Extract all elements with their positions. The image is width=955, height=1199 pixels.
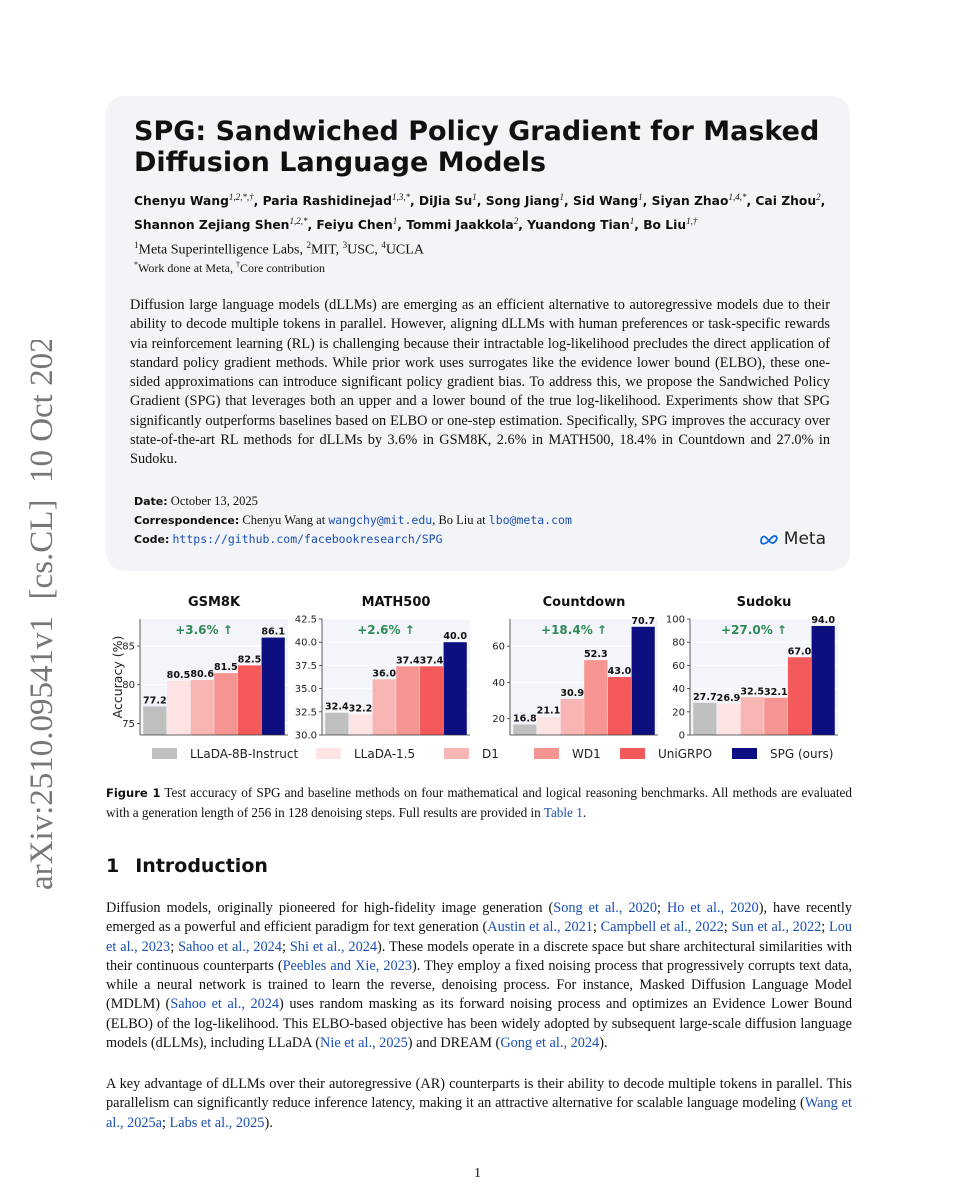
citation-link[interactable]: Song et al., 2020 bbox=[553, 900, 657, 916]
citation-link[interactable]: Austin et al., 2021 bbox=[487, 919, 593, 936]
author-affiliation-mark: 1,2,* bbox=[289, 216, 308, 227]
bar bbox=[632, 627, 655, 735]
abstract: Diffusion large language models (dLLMs) are emerging as an efficient alternative to autoregressive models due to their ability to decode multiple tokens in parallel. However, aligning dLLMs with human preferences or task-specific rewards via reinforcement learning (RL) is challenging because their intractable log-likelihood precludes the direct application of standard policy gradient methods. While prior work uses surrogates like the evidence lower bound (ELBO), these one-sided approximations can introduce significant policy gradient bias. To address this, we propose the Sandwiched Policy Gradient (SPG) that leverages both an upper and a lower bound of the true log-likelihood. Experiments show that SPG significantly outperforms baselines based on ELBO or one-step estimation. Specifically, SPG improves the accuracy over state-of-the-art RL methods for dLLMs by 3.6% in GSM8K, 2.6% in MATH500, 18.4% in Countdown and 27.0% in Sudoku. bbox=[130, 297, 830, 468]
meta-logo-text: Meta bbox=[783, 529, 826, 549]
legend-entry: UniGRPO bbox=[658, 747, 713, 761]
code-link[interactable]: https://github.com/facebookresearch/SPG bbox=[172, 532, 443, 546]
panel-title: GSM8K bbox=[187, 595, 241, 610]
y-tick-label: 20 bbox=[492, 714, 505, 726]
affiliations: $^1$Meta Superintelligence Labs, $^2$MIT, $^3$USC, $^4$UCLA bbox=[134, 240, 424, 258]
legend-entry: LLaDA-8B-Instruct bbox=[190, 747, 299, 761]
date-line bbox=[134, 492, 824, 511]
paragraph-text: ; bbox=[161, 1114, 170, 1131]
arxiv-stamp bbox=[8, 340, 70, 900]
citation-link[interactable]: Lou et al., 2023 bbox=[106, 919, 853, 955]
author-affiliation-mark: 1 bbox=[472, 192, 477, 202]
bar-value-label: 86.1 bbox=[261, 626, 286, 638]
bar-value-label: 21.1 bbox=[536, 705, 561, 717]
y-tick-label: 20 bbox=[672, 707, 685, 719]
author-affiliation-mark: 1,3,* bbox=[391, 192, 410, 202]
bar-value-label: 37.4 bbox=[395, 655, 420, 667]
improvement-annotation: +27.0% ↑ bbox=[721, 623, 787, 637]
citation-link[interactable]: Gong et al., 2024 bbox=[500, 1035, 600, 1052]
affiliation-mark: 4 bbox=[381, 240, 386, 250]
bar-value-label: 82.5 bbox=[237, 654, 262, 666]
header-box bbox=[106, 96, 850, 571]
legend-swatch bbox=[316, 748, 341, 759]
paragraph-text: Diffusion models, originally pioneered for high-fidelity image generation ( bbox=[106, 900, 554, 916]
bar bbox=[214, 673, 237, 735]
code-line bbox=[134, 530, 824, 549]
y-tick-label: 40 bbox=[672, 684, 685, 696]
bar-value-label: 80.6 bbox=[190, 669, 215, 681]
bar-value-label: 36.0 bbox=[372, 668, 397, 680]
paragraph-text: ) uses random masking as its forward noising process and optimizes an Evidence Lower Bound (ELBO) of the log-likelihood. This ELBO-based objective has been widely adopted by subsequent large-scale diffusion language models (dLLMs), including LLaDA ( bbox=[106, 996, 853, 1052]
bar bbox=[741, 697, 764, 735]
author-name: Siyan Zhao$^{1,4,*}$ bbox=[651, 192, 747, 209]
bar bbox=[143, 706, 166, 735]
legend-swatch bbox=[444, 748, 469, 759]
paragraph-text: ; bbox=[170, 938, 179, 955]
caption-end: . bbox=[582, 805, 587, 820]
affiliation-mark: 2 bbox=[306, 240, 311, 250]
legend-swatch bbox=[534, 748, 559, 759]
benchmark-chart bbox=[100, 588, 860, 768]
paragraph-text: ; bbox=[723, 919, 732, 936]
table-1-link[interactable]: Table 1 bbox=[543, 805, 583, 820]
y-tick-label: 35.0 bbox=[294, 684, 317, 696]
section-number: 1 bbox=[106, 855, 120, 877]
citation-link[interactable]: Sahoo et al., 2024 bbox=[178, 938, 282, 955]
meta-infinity-icon bbox=[759, 533, 781, 546]
author-affiliation-mark: 1 bbox=[559, 192, 565, 202]
correspondence-line bbox=[134, 511, 824, 530]
bar bbox=[812, 626, 835, 735]
caption-text: Test accuracy of SPG and baseline methods on four mathematical and logical reasoning benchmarks. All methods are evaluated with a generation length of 256 in 128 denoising steps. Full results are provided in bbox=[106, 785, 852, 820]
title-line-2: Diffusion Language Models bbox=[134, 147, 547, 178]
bar bbox=[238, 665, 261, 735]
y-tick-label: 60 bbox=[492, 641, 505, 653]
work-note: Work done at Meta bbox=[138, 261, 231, 275]
citation-link[interactable]: Ho et al., 2020 bbox=[666, 900, 759, 916]
author-notes: *Work done at Meta, †Core contribution bbox=[134, 260, 325, 275]
y-tick-label: 85 bbox=[122, 641, 135, 653]
bar-value-label: 32.5 bbox=[740, 686, 765, 698]
bar-value-label: 32.2 bbox=[348, 703, 373, 715]
author-name: Chenyu Wang$^{1,2,*,\dagger}$ bbox=[134, 192, 254, 209]
paper-title bbox=[134, 116, 834, 178]
author-affiliation-mark: 1 bbox=[392, 216, 398, 227]
section-title: Introduction bbox=[135, 855, 268, 877]
intro-paragraph-1 bbox=[106, 899, 852, 1053]
author-affiliation-mark: 1 bbox=[638, 192, 643, 202]
author-affiliation-mark: 2 bbox=[513, 216, 519, 227]
legend-swatch bbox=[620, 748, 645, 759]
author-name: Cai Zhou$^2$ bbox=[755, 192, 821, 209]
bar-value-label: 27.7 bbox=[692, 691, 717, 703]
bar-value-label: 26.9 bbox=[716, 692, 741, 704]
bar-value-label: 70.7 bbox=[631, 615, 656, 627]
bar-value-label: 32.4 bbox=[324, 701, 349, 713]
correspondence-name-2: , Bo Liu at bbox=[432, 513, 486, 527]
affiliation-name: Meta Superintelligence Labs bbox=[138, 242, 300, 258]
legend-entry: LLaDA-1.5 bbox=[354, 747, 416, 761]
author-name: Sid Wang$^1$ bbox=[573, 192, 643, 209]
legend-swatch bbox=[152, 748, 177, 759]
bar-value-label: 37.4 bbox=[419, 655, 444, 667]
date-label: Date: bbox=[134, 495, 168, 508]
correspondence-label: Correspondence: bbox=[134, 514, 240, 527]
author-name: Song Jiang$^1$ bbox=[485, 192, 565, 209]
author-list: Chenyu Wang$^{1,2,*,\dagger}$, Paria Rashidinejad$^{1,3,*}$, DiJia Su$^1$, Song Jiang$^1$, Sid Wang$^1$, Siyan Zhao$^{1,4,*}$, Cai Zhou$^2$, Shannon Zejiang Shen$^{1,2,*}$, Feiyu Chen$^1$, Tommi Jaakkola$^2$, Yuandong Tian$^1$, Bo Liu$^{1,\dagger}$ bbox=[134, 192, 826, 233]
bar-value-label: 43.0 bbox=[607, 666, 632, 677]
affiliation-mark: 3 bbox=[342, 240, 348, 250]
bar bbox=[191, 680, 214, 735]
arxiv-stamp-svg bbox=[8, 340, 70, 900]
panel-title: Sudoku bbox=[736, 595, 792, 610]
figure-label: Figure 1 bbox=[106, 786, 161, 800]
bar-value-label: 40.0 bbox=[443, 631, 468, 643]
bar-value-label: 30.9 bbox=[560, 687, 585, 699]
bar bbox=[764, 698, 787, 735]
affiliation-mark: 1 bbox=[134, 240, 139, 250]
author-name: Feiyu Chen$^1$ bbox=[316, 216, 398, 233]
y-tick-label: 60 bbox=[672, 660, 685, 672]
y-tick-label: 0 bbox=[678, 730, 685, 742]
citation-link[interactable]: Labs et al., 2025 bbox=[169, 1114, 265, 1131]
author-name: Tommi Jaakkola$^2$ bbox=[406, 216, 519, 233]
improvement-annotation: +2.6% ↑ bbox=[357, 623, 415, 637]
paragraph-text: A key advantage of dLLMs over their autoregressive (AR) counterparts is their ability to decode multiple tokens in parallel. This parallelism can significantly reduce inference latency, making it an attractive alternative for scalable language modeling ( bbox=[106, 1076, 852, 1112]
figure-caption bbox=[106, 783, 852, 822]
affiliation-name: USC bbox=[347, 242, 375, 258]
bar-value-label: 80.5 bbox=[166, 669, 191, 681]
y-tick-label: 37.5 bbox=[294, 660, 317, 672]
paragraph-text: ). bbox=[264, 1114, 273, 1131]
bar bbox=[262, 638, 285, 735]
author-name: Yuandong Tian$^1$ bbox=[527, 216, 635, 233]
author-affiliation-mark: 2 bbox=[816, 192, 821, 202]
panel-title: MATH500 bbox=[361, 595, 431, 610]
y-tick-label: 80 bbox=[672, 637, 685, 649]
panel-title: Countdown bbox=[542, 595, 626, 610]
bar bbox=[373, 679, 396, 735]
affiliation-name: UCLA bbox=[385, 242, 424, 258]
core-note: Core contribution bbox=[240, 261, 325, 275]
improvement-annotation: +18.4% ↑ bbox=[541, 623, 607, 637]
author-affiliation-mark: 1,4,* bbox=[728, 192, 747, 202]
bar-value-label: 81.5 bbox=[213, 662, 238, 674]
y-tick-label: 100 bbox=[665, 614, 685, 626]
correspondence-name-1: Chenyu Wang at bbox=[242, 513, 326, 527]
section-heading-introduction bbox=[106, 855, 268, 877]
bar bbox=[693, 703, 716, 735]
paragraph-text: ; bbox=[592, 919, 601, 936]
bar bbox=[325, 713, 348, 735]
bar bbox=[608, 677, 631, 735]
author-name: Bo Liu$^{1,\dagger}$ bbox=[643, 216, 698, 233]
y-tick-label: 40.0 bbox=[294, 637, 317, 649]
date-value: October 13, 2025 bbox=[170, 494, 258, 508]
figure-1 bbox=[100, 588, 860, 768]
citation-link[interactable]: Sun et al., 2022 bbox=[731, 919, 822, 936]
code-label: Code: bbox=[134, 533, 170, 546]
paragraph-text: ; bbox=[656, 900, 667, 916]
improvement-annotation: +3.6% ↑ bbox=[175, 623, 233, 637]
title-line-1: SPG: Sandwiched Policy Gradient for Masked bbox=[134, 116, 820, 147]
citation-link[interactable]: Peebles and Xie, 2023 bbox=[282, 957, 412, 974]
citation-link[interactable]: Nie et al., 2025 bbox=[320, 1035, 408, 1052]
bar bbox=[167, 681, 190, 735]
bar bbox=[513, 724, 536, 735]
email-link-2[interactable]: lbo@meta.com bbox=[488, 513, 572, 527]
bar bbox=[396, 666, 419, 735]
y-tick-label: 80 bbox=[122, 680, 135, 692]
bar-value-label: 94.0 bbox=[811, 614, 836, 626]
citation-link[interactable]: Sahoo et al., 2024 bbox=[170, 996, 280, 1013]
email-link-1[interactable]: wangchy@mit.edu bbox=[328, 513, 433, 527]
core-note-mark: † bbox=[236, 260, 241, 269]
bar bbox=[349, 715, 372, 735]
bar bbox=[584, 660, 607, 735]
author-affiliation-mark: 1,2,*,† bbox=[228, 192, 254, 202]
paragraph-text: ). bbox=[599, 1035, 608, 1052]
paragraph-text: ; bbox=[281, 938, 290, 955]
bar bbox=[537, 717, 560, 735]
citation-link[interactable]: Shi et al., 2024 bbox=[289, 938, 378, 955]
bar-value-label: 16.8 bbox=[512, 713, 537, 725]
paragraph-text: ), have recently emerged as a powerful and efficient paradigm for text generation ( bbox=[106, 900, 853, 936]
legend-swatch bbox=[732, 748, 757, 759]
y-tick-label: 42.5 bbox=[294, 614, 317, 626]
author-affiliation-mark: 1 bbox=[629, 216, 635, 227]
bar-value-label: 77.2 bbox=[142, 695, 167, 707]
paragraph-text: ) and DREAM ( bbox=[407, 1035, 501, 1052]
paper-meta bbox=[134, 492, 824, 549]
paragraph-text: ). They employ a fixed noising process that progressively corrupts text data, while a neural network is trained to learn the reverse, denoising process. For instance, Masked Diffusion Language Model (MDLM) ( bbox=[106, 957, 852, 1013]
bar-value-label: 67.0 bbox=[787, 646, 812, 658]
bar bbox=[420, 666, 443, 735]
bar bbox=[444, 642, 467, 735]
author-name: DiJia Su$^1$ bbox=[418, 192, 477, 209]
intro-paragraph-2 bbox=[106, 1075, 852, 1133]
legend-entry: SPG (ours) bbox=[770, 747, 834, 761]
author-name: Paria Rashidinejad$^{1,3,*}$ bbox=[262, 192, 410, 209]
page-number: 1 bbox=[474, 1166, 481, 1181]
arxiv-stamp-text: arXiv:2510.09541v1 [cs.CL] 10 Oct 2025 bbox=[24, 340, 60, 890]
paragraph-text: ; bbox=[821, 919, 829, 936]
legend-entry: WD1 bbox=[572, 747, 601, 761]
paragraph-text: ). These models operate in a discrete space but share architectural similarities with their continuous counterparts ( bbox=[106, 938, 853, 974]
affiliation-name: MIT bbox=[310, 242, 336, 258]
bar bbox=[717, 704, 740, 735]
y-tick-label: 75 bbox=[122, 718, 135, 730]
bar-value-label: 52.3 bbox=[583, 649, 608, 661]
y-tick-label: 32.5 bbox=[294, 707, 317, 719]
bar bbox=[561, 699, 584, 735]
bar bbox=[788, 657, 811, 735]
work-note-mark: * bbox=[134, 260, 138, 269]
y-tick-label: 40 bbox=[492, 677, 505, 689]
author-name: Shannon Zejiang Shen$^{1,2,*}$ bbox=[134, 216, 308, 233]
citation-link[interactable]: Wang et al., 2025a bbox=[106, 1095, 852, 1131]
legend-entry: D1 bbox=[482, 747, 499, 761]
author-affiliation-mark: 1,† bbox=[686, 216, 698, 227]
citation-link[interactable]: Campbell et al., 2022 bbox=[600, 919, 724, 936]
y-tick-label: 30.0 bbox=[294, 730, 317, 742]
bar-value-label: 32.1 bbox=[763, 686, 788, 698]
y-axis-label: Accuracy (%) bbox=[110, 635, 125, 719]
meta-logo bbox=[759, 529, 826, 549]
